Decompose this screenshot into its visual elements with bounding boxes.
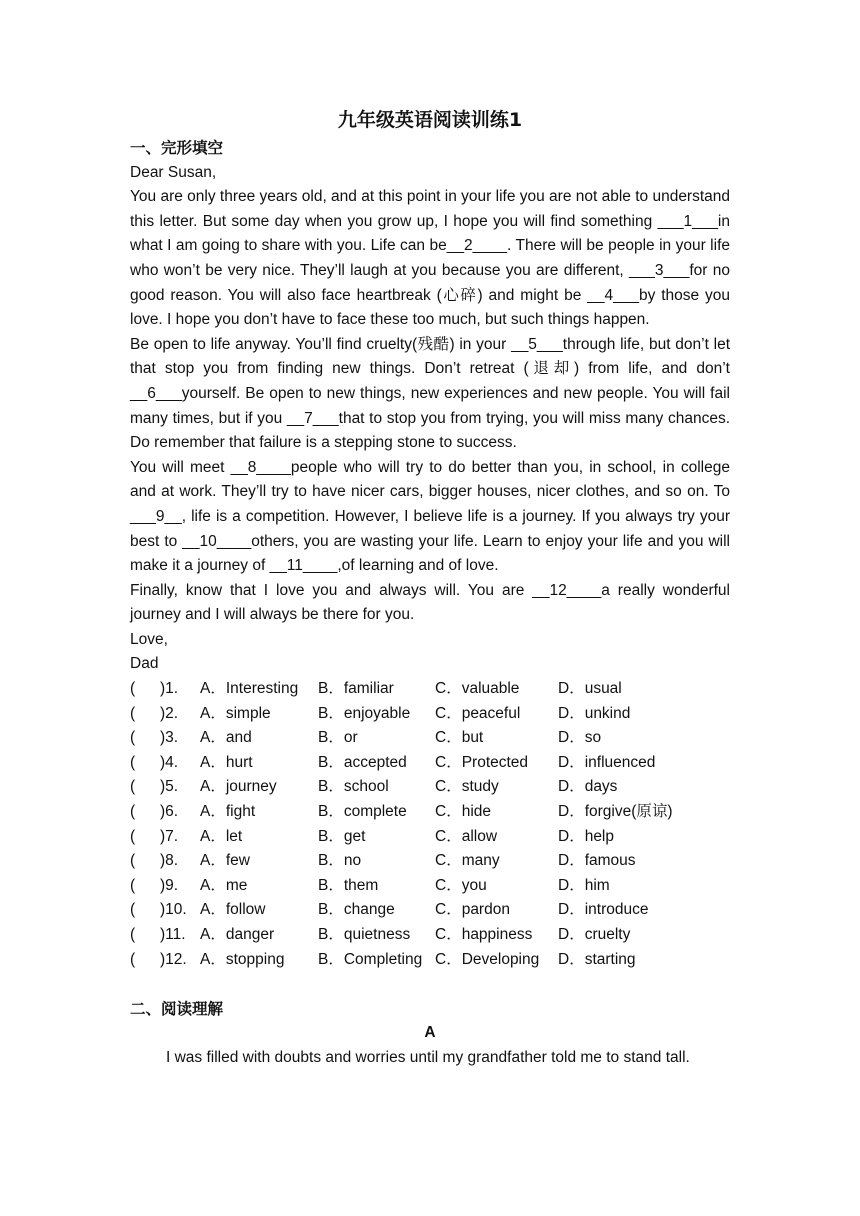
question-list (130, 677, 730, 972)
option-c: C．Developing (435, 950, 540, 968)
letter-paragraph: Finally, know that I love you and always will. You are __12____a really wonderful journey and I will always be there for you. (130, 581, 730, 624)
section-heading-cloze: 一、完形填空 (130, 139, 224, 157)
question-number: )1. (160, 680, 179, 698)
letter-paragraph: Be open to life anyway. You’ll find cruelty(残酷) in your __5___through life, but don’t let that stop you from finding new things. Don’t retreat (退却) from life, and don’t __6___yourself. Be open to new things, new experiences and new people. You will fail many times, but if you __7___that to stop you from trying, you will miss many chances. Do remember that failure is a stepping stone to success. (130, 335, 730, 452)
passage-label: A (424, 1024, 436, 1042)
option-c: C．Protected (435, 753, 529, 771)
option-a: A．follow (200, 901, 266, 919)
question-row (130, 702, 730, 727)
option-c: C．but (435, 729, 484, 747)
option-c: C．allow (435, 827, 498, 845)
answer-blank: ( (130, 827, 136, 845)
letter-closing: Love, (130, 630, 168, 648)
option-b: B．complete (318, 803, 407, 821)
option-b: B．school (318, 778, 389, 796)
question-number: )12. (160, 950, 187, 968)
page-title: 九年级英语阅读训练1 (337, 109, 523, 131)
option-a: A．Interesting (200, 680, 299, 698)
option-c: C．valuable (435, 680, 520, 698)
answer-blank: ( (130, 901, 136, 919)
option-d: D．help (558, 827, 614, 845)
option-c: C．many (435, 852, 500, 870)
letter-paragraph: You will meet __8____people who will try to do better than you, in school, in college and at work. They’ll try to have nicer cars, bigger houses, nicer clothes, and so on. To ___9__, life is a competition. However, I believe life is a journey. If you always try your best to __10____others, you are wasting your life. Learn to enjoy your life and you will make it a journey of __11____,of learning and of love. (130, 458, 730, 575)
question-number: )3. (160, 729, 179, 747)
option-b: B．Completing (318, 950, 423, 968)
section-gap (130, 972, 730, 997)
letter-paragraph: You are only three years old, and at this point in your life you are not able to understand this letter. But some day when you grow up, I hope you will find something ___1___in what I am going to share with you. Life can be__2____. There will be people in your life who won’t be very nice. They’ll laugh at you because you are different, ___3___for no good reason. You will also face heartbreak (心碎) and might be __4___by those you love. I hope you don’t have to face these too much, but such things happen. (130, 188, 731, 329)
option-c: C．study (435, 778, 499, 796)
option-d: D．him (558, 876, 610, 894)
option-d: D．unkind (558, 704, 631, 722)
option-d: D．cruelty (558, 926, 631, 943)
option-d: D．forgive(原谅) (558, 803, 673, 821)
question-number: )6. (160, 803, 179, 821)
option-a: A．and (200, 729, 252, 747)
option-a: A．hurt (200, 753, 253, 771)
option-b: B．familiar (318, 680, 394, 698)
letter-signature: Dad (130, 655, 159, 673)
passage-first-line: I was filled with doubts and worries until my grandfather told me to stand tall. (166, 1048, 690, 1066)
question-number: )5. (160, 778, 179, 796)
answer-blank: ( (130, 729, 136, 747)
question-number: )2. (160, 704, 179, 722)
question-number: )8. (160, 852, 179, 870)
question-row (130, 849, 730, 874)
question-row (130, 948, 730, 973)
option-b: B．accepted (318, 753, 407, 771)
answer-blank: ( (130, 852, 136, 870)
option-a: A．stopping (200, 950, 285, 968)
question-row (130, 751, 730, 776)
question-row (130, 898, 730, 923)
question-row (130, 800, 730, 825)
question-row (130, 874, 730, 899)
answer-blank: ( (130, 680, 136, 698)
section-heading-reading: 二、阅读理解 (130, 999, 224, 1018)
option-d: D．famous (558, 852, 636, 870)
question-row (130, 825, 730, 850)
option-d: D．so (558, 729, 602, 747)
question-number: )7. (160, 827, 179, 845)
option-b: B．them (318, 876, 379, 894)
option-b: B．no (318, 852, 362, 870)
answer-blank: ( (130, 876, 136, 894)
answer-blank: ( (130, 753, 136, 771)
option-a: A．let (200, 827, 243, 845)
option-b: B．or (318, 729, 358, 747)
answer-blank: ( (130, 950, 136, 968)
answer-blank: ( (130, 926, 136, 943)
answer-blank: ( (130, 778, 136, 796)
option-a: A．simple (200, 704, 271, 722)
option-b: B．quietness (318, 926, 411, 943)
letter-greeting: Dear Susan, (130, 163, 217, 181)
option-d: D．days (558, 778, 618, 796)
option-c: C．hide (435, 803, 491, 821)
option-d: D．introduce (558, 901, 649, 919)
question-row (130, 923, 730, 948)
option-b: B．enjoyable (318, 704, 411, 722)
option-c: C．happiness (435, 926, 533, 943)
option-b: B．get (318, 827, 366, 845)
answer-blank: ( (130, 704, 136, 722)
option-d: D．starting (558, 950, 636, 968)
question-row (130, 726, 730, 751)
option-c: C．pardon (435, 901, 510, 919)
option-d: D．influenced (558, 753, 656, 771)
option-a: A．fight (200, 803, 256, 821)
option-c: C．you (435, 876, 487, 894)
option-a: A．few (200, 852, 250, 870)
option-c: C．peaceful (435, 704, 521, 722)
question-number: )11. (160, 926, 186, 943)
option-b: B．change (318, 901, 395, 919)
answer-blank: ( (130, 803, 136, 821)
question-number: )4. (160, 753, 179, 771)
question-number: )10. (160, 901, 187, 919)
option-a: A．me (200, 876, 248, 894)
document-page (130, 104, 730, 1071)
option-d: D．usual (558, 680, 622, 698)
option-a: A．journey (200, 778, 277, 796)
option-a: A．danger (200, 926, 275, 943)
question-row (130, 775, 730, 800)
question-number: )9. (160, 876, 179, 894)
question-row (130, 677, 730, 702)
